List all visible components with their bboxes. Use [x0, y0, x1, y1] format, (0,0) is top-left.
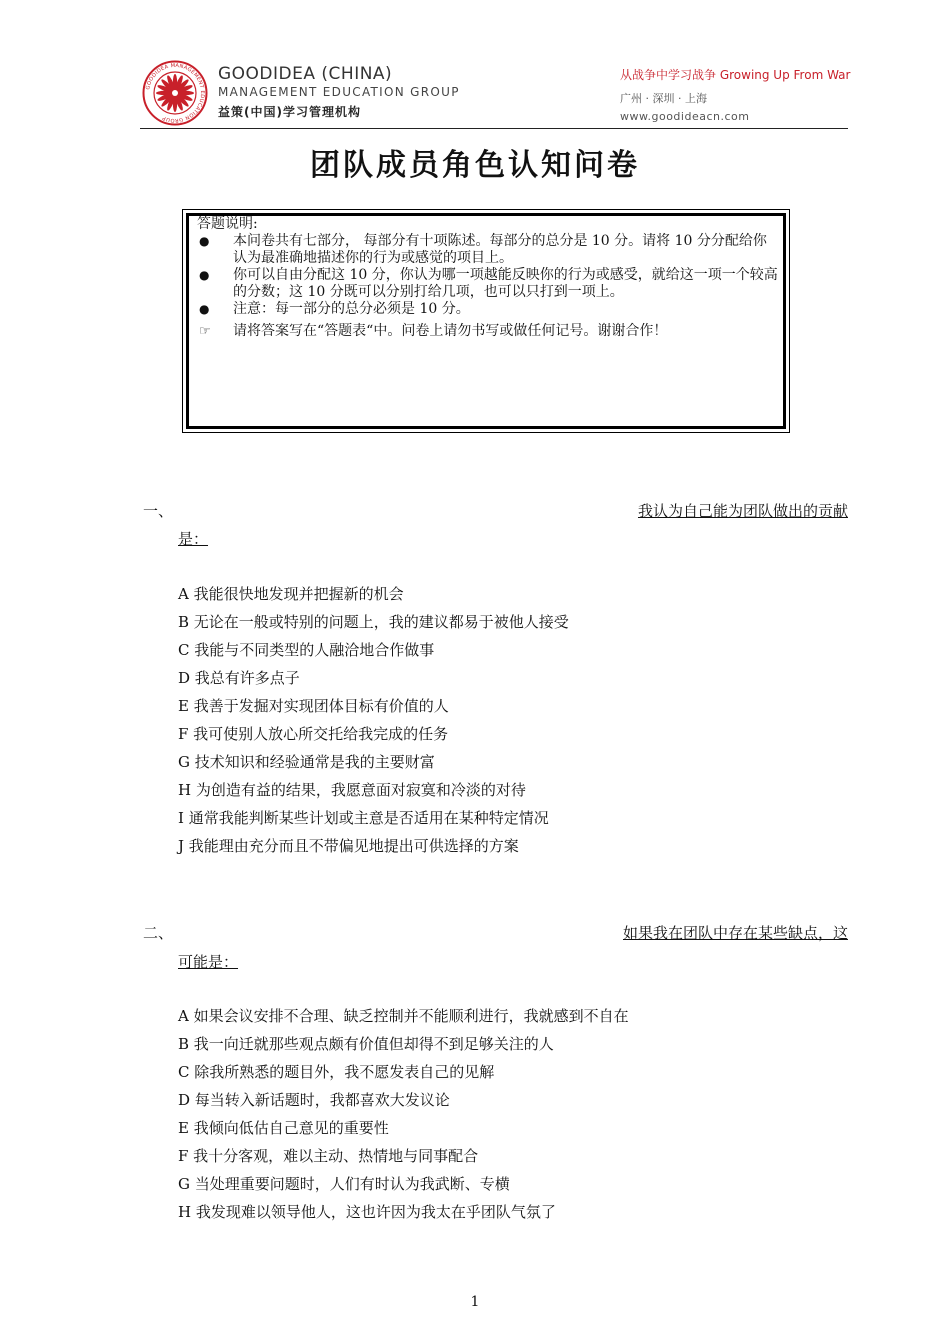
option-item: B 无论在一般或特别的问题上，我的建议都易于被他人接受 [178, 613, 569, 631]
brand-name-en: GOODIDEA (CHINA) [218, 64, 393, 84]
section-question-continued: 是： [178, 530, 209, 548]
slogan: 从战争中学习战争 Growing Up From War [620, 68, 851, 82]
brand-block [218, 64, 460, 120]
option-item: D 每当转入新话题时，我都喜欢大发议论 [178, 1091, 450, 1109]
option-item: G 当处理重要问题时，人们有时认为我武断、专横 [178, 1175, 510, 1193]
pointing-hand-icon: ☞ [199, 324, 211, 339]
section-question: 如果我在团队中存在某些缺点，这 [622, 924, 848, 942]
bullet-icon: ● [199, 234, 210, 248]
instruction-item: ☞ 请将答案写在“答题表“中。问卷上请勿书写或做任何记号。谢谢合作！ [199, 323, 668, 339]
option-item: A 我能很快地发现并把握新的机会 [178, 585, 404, 603]
option-item: F 我十分客观，难以主动、热情地与同事配合 [178, 1147, 479, 1165]
brand-name-cn: 益策(中国)学习管理机构 [218, 105, 361, 119]
section-question: 我认为自己能为团队做出的贡献 [637, 502, 848, 520]
option-item: F 我可使别人放心所交托给我完成的任务 [178, 725, 449, 743]
website-url: www.goodideacn.com [620, 110, 750, 123]
instruction-item: ● 本问卷共有七部分， 每部分有十项陈述。每部分的总分是 10 分。请将 10 分分配给你认为最准确地描述你的行为或感觉的项目上。 [199, 233, 767, 266]
option-item: H 为创造有益的结果，我愿意面对寂寞和冷淡的对待 [178, 781, 526, 799]
bullet-icon: ● [199, 268, 210, 282]
option-item: C 除我所熟悉的题目外，我不愿发表自己的见解 [178, 1063, 495, 1081]
option-item: B 我一向迁就那些观点颇有价值但却得不到足够关注的人 [178, 1035, 554, 1053]
option-item: E 我善于发掘对实现团体目标有价值的人 [178, 697, 449, 715]
instructions-heading: 答题说明: [197, 216, 258, 232]
option-item: I 通常我能判断某些计划或主意是否适用在某种特定情况 [178, 809, 549, 827]
option-item: A 如果会议安排不合理、缺乏控制并不能顺利进行，我就感到不自在 [178, 1007, 629, 1025]
company-logo [142, 60, 208, 126]
section-question-continued: 可能是： [178, 953, 239, 971]
brand-subtitle-en: MANAGEMENT EDUCATION GROUP [218, 85, 460, 99]
option-item: G 技术知识和经验通常是我的主要财富 [178, 753, 435, 771]
instruction-item: ● 注意：每一部分的总分必须是 10 分。 [199, 301, 470, 317]
option-item: H 我发现难以领导他人，这也许因为我太在乎团队气氛了 [178, 1203, 556, 1221]
document-title: 团队成员角色认知问卷 [310, 148, 640, 183]
header-divider [140, 128, 848, 129]
option-item: E 我倾向低估自己意见的重要性 [178, 1119, 389, 1137]
office-cities: 广州 · 深圳 · 上海 [620, 92, 707, 105]
instructions-box [182, 209, 790, 433]
letterhead [140, 58, 851, 130]
contact-block [620, 66, 850, 123]
option-item: C 我能与不同类型的人融洽地合作做事 [178, 641, 435, 659]
section-number: 二、 [143, 924, 174, 942]
section-1-options [178, 580, 569, 860]
page-number: 1 [470, 1294, 480, 1310]
bullet-icon: ● [199, 302, 210, 316]
section-2-options [178, 1002, 629, 1226]
svg-text:GOODIDEA MANAGEMENT EDUCATION: GOODIDEA MANAGEMENT EDUCATION GROUP [145, 62, 206, 124]
option-item: J 我能理由充分而且不带偏见地提出可供选择的方案 [178, 837, 519, 855]
section-number: 一、 [143, 502, 174, 520]
instruction-item: ● 你可以自由分配这 10 分，你认为哪一项越能反映你的行为或感受，就给这一项一个较高的分数；这 10 分既可以分别打给几项，也可以只打到一项上。 [199, 267, 778, 300]
option-item: D 我总有许多点子 [178, 669, 300, 687]
